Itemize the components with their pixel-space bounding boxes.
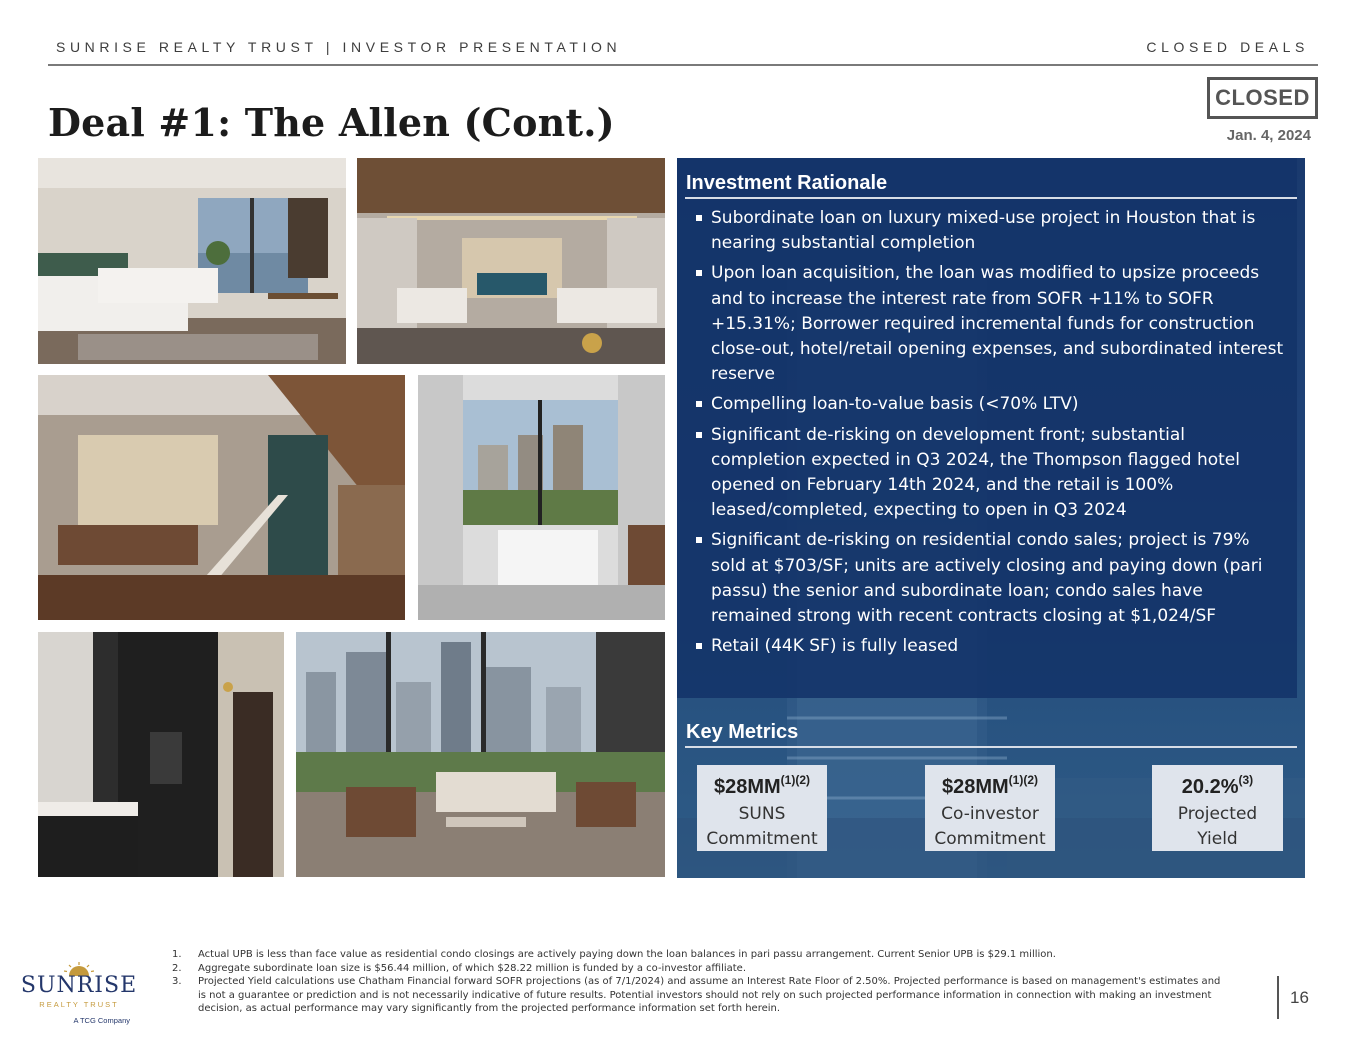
footnote <box>172 962 1222 976</box>
rationale-bullet: Compelling loan-to-value basis (<70% LTV) <box>695 392 1285 417</box>
footnotes <box>172 948 1222 1016</box>
rationale-bullet: Subordinate loan on luxury mixed-use project in Houston that is nearing substantial completion <box>695 206 1285 256</box>
header-left: SUNRISE REALTY TRUST | INVESTOR PRESENTATION <box>56 39 622 55</box>
metrics-title: Key Metrics <box>686 721 799 743</box>
metric-value: 20.2% <box>1181 776 1239 798</box>
logo-tagline: A TCG Company <box>73 1016 130 1025</box>
header-rule <box>48 64 1318 66</box>
rationale-bullet: Upon loan acquisition, the loan was modified to upsize proceeds and to increase the interest rate from SOFR +11% to SOFR +15.31%; Borrower required incremental funds for construction close-out, hotel/retail opening expenses, and subordinated interest reserve <box>695 261 1285 387</box>
footnote <box>172 948 1222 962</box>
footnote-text: Projected Yield calculations use Chatham Financial forward SOFR projections (as of 7/1/2024) and assume an Interest Rate Floor of 2.50%. Projected performance is based on management's estimates and is not a guarantee or prediction and is not necessarily indicative of future results. Potential investors should not rely on such projected performance information in connection with making an investment decision, as actual performance may vary significantly from the projected performance information set forth herein. <box>198 976 1221 1014</box>
footnote-number: 2. <box>172 962 182 974</box>
hallway-bar-photo <box>38 632 284 877</box>
footnote-text: Actual UPB is less than face value as residential condo closings are actively paying down the loan balances in pari passu arrangement. Current Senior UPB is $29.1 million. <box>198 949 1056 960</box>
rationale-title: Investment Rationale <box>686 172 888 194</box>
metric-label: SUNS <box>738 804 786 824</box>
footnote-text: Aggregate subordinate loan size is $56.44 million, of which $28.22 million is funded by a co-investor affiliate. <box>198 962 747 974</box>
rationale-bullet: Retail (44K SF) is fully leased <box>695 634 1285 659</box>
metric-footnote-ref: (1)(2) <box>1008 773 1039 787</box>
logo-subtitle: REALTY TRUST <box>39 1000 119 1009</box>
metric-label: Commitment <box>706 829 818 849</box>
metric-label: Commitment <box>934 829 1046 849</box>
metric-value: $28MM <box>941 776 1009 798</box>
metric-suns-commitment <box>697 765 827 851</box>
metric-coinvestor-commitment <box>925 765 1055 851</box>
rationale-rule <box>685 197 1297 199</box>
investment-panel <box>677 158 1305 878</box>
metric-footnote-ref: (1)(2) <box>780 773 811 787</box>
closed-date: Jan. 4, 2024 <box>1226 127 1311 144</box>
footnote <box>172 975 1222 1016</box>
status-badge: CLOSED <box>1207 77 1318 119</box>
rationale-box <box>677 158 1297 698</box>
sunrise-logo <box>20 962 138 1028</box>
metric-projected-yield <box>1152 765 1283 851</box>
bathroom-photo <box>418 375 665 620</box>
metric-label: Projected <box>1177 804 1258 824</box>
lobby-staircase-photo <box>38 375 405 620</box>
metrics-rule <box>685 746 1297 748</box>
lounge-photo <box>357 158 665 364</box>
metric-label: Yield <box>1197 829 1238 849</box>
header-right: CLOSED DEALS <box>1146 39 1309 55</box>
page-number: 16 <box>1290 988 1309 1007</box>
page-title: Deal #1: The Allen (Cont.) <box>48 100 615 145</box>
rationale-bullets <box>695 206 1285 664</box>
footnote-number: 1. <box>172 949 182 960</box>
metric-footnote-ref: (3) <box>1238 773 1254 787</box>
logo-name: SUNRISE <box>20 973 138 998</box>
footnote-number: 3. <box>172 976 182 987</box>
metric-value: $28MM <box>713 776 781 798</box>
page-number-rule <box>1277 976 1279 1019</box>
metric-label: Co-investor <box>941 804 1039 824</box>
rationale-bullet: Significant de-risking on development front; substantial completion expected in Q3 2024, the Thompson flagged hotel opened on February 14th 2024, and the retail is 100% leased/completed, expecting to open in Q3 2024 <box>695 423 1285 524</box>
rationale-bullet: Significant de-risking on residential condo sales; project is 79% sold at $703/SF; units are actively closing and paying down (pari passu) the senior and subordinate loan; condo sales have remained strong with recent contracts closing at $1,024/SF <box>695 528 1285 629</box>
hotel-bedroom-photo <box>38 158 346 364</box>
city-view-lounge-photo <box>296 632 665 877</box>
